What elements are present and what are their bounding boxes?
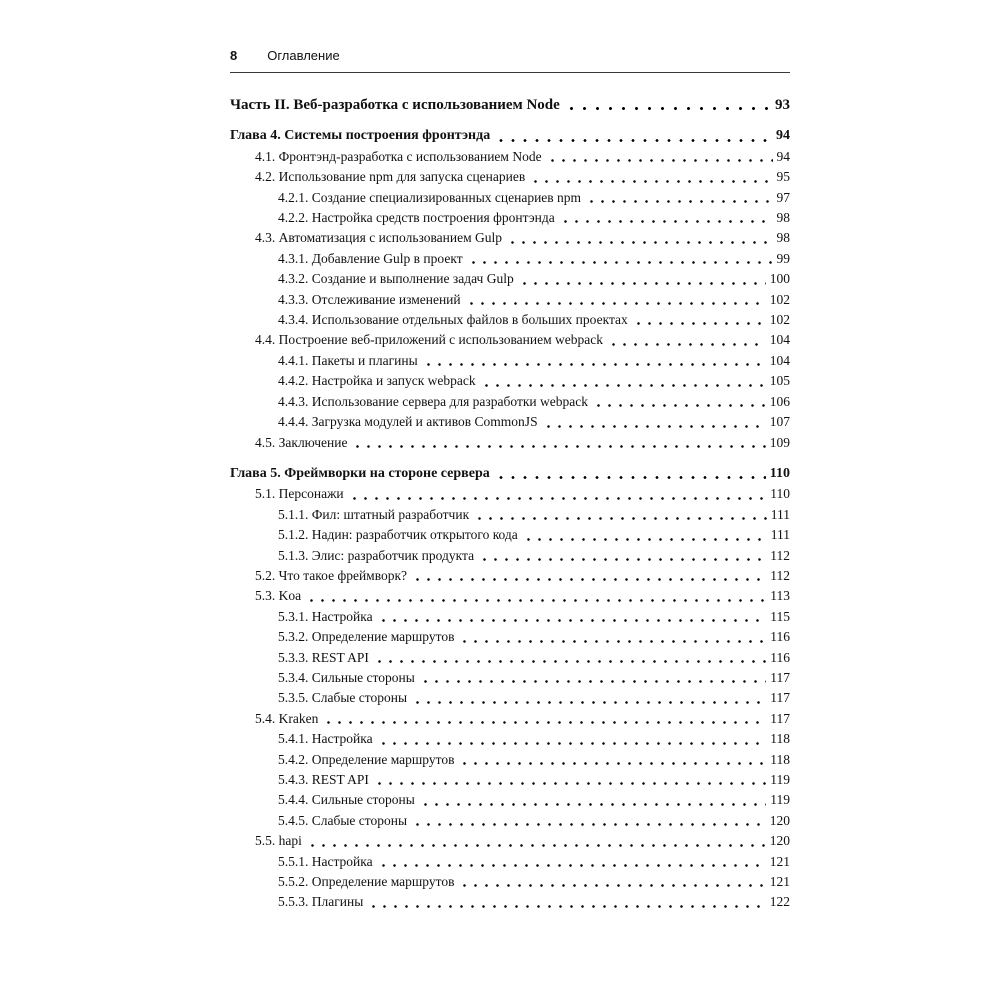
toc-entry-title: 5.4.4. Сильные стороны [278,792,415,808]
toc-entry [230,892,790,912]
dot-leader [495,138,772,143]
toc-entry [230,790,790,810]
toc-entry-title: 5.2. Что такое фреймворк? [255,567,408,583]
toc-entry [230,586,790,606]
toc-entry-page: 121 [769,874,790,890]
toc-entry-title: 4.4.4. Загрузка модулей и активов CommonJS [278,414,538,430]
toc-entry [230,351,790,371]
toc-entry [230,249,790,269]
toc-entry-title: 5.5.2. Определение маршрутов [278,874,455,890]
dot-leader [466,301,766,306]
toc-entry-page: 121 [769,853,790,869]
toc-entry [230,484,790,504]
dot-leader [349,496,767,501]
toc-entry-page: 110 [770,486,790,502]
toc-entry [230,770,790,790]
dot-leader [547,158,773,163]
dot-leader [479,557,766,562]
toc-entry-title: 4.3.3. Отслеживание изменений [278,291,461,307]
toc-entry [230,546,790,566]
toc-entry [230,167,790,187]
dot-leader [368,904,765,909]
toc-entry-title: 4.3.1. Добавление Gulp в проект [278,250,463,266]
toc-entry-title: 5.4.5. Слабые стороны [278,812,408,828]
toc-entry-title: 5.3.4. Сильные стороны [278,669,415,685]
toc-entry-title: 5.3.3. REST API [278,649,369,665]
toc-entry-title: Глава 4. Системы построения фронтэнда [230,128,491,144]
toc-entry-title: 5.3.1. Настройка [278,608,373,624]
page-number: 8 [230,48,238,63]
toc-entry-page: 117 [770,690,790,706]
toc-entry-page: 98 [776,230,790,246]
toc-entry-page: 118 [770,751,790,767]
toc-entry-title: 4.5. Заключение [255,434,348,450]
toc-entry [230,371,790,391]
toc-entry-title: 5.1. Персонажи [255,486,344,502]
dot-leader [543,424,766,429]
dot-leader [306,598,766,603]
toc-entry-page: 122 [769,894,790,910]
toc-entry-title: 5.1.2. Надин: разработчик открытого кода [278,527,518,543]
toc-entry-page: 116 [770,629,790,645]
dot-leader [378,741,767,746]
toc-entry [230,412,790,432]
dot-leader [468,260,773,265]
toc-entry-page: 104 [769,332,790,348]
toc-entry-page: 104 [769,352,790,368]
dot-leader [586,199,772,204]
toc-entry [230,290,790,310]
toc-entry-page: 116 [770,649,790,665]
toc-entry-title: 5.1.3. Элис: разработчик продукта [278,547,475,563]
dot-leader [593,403,766,408]
toc-entry-page: 102 [769,312,790,328]
toc-entry-page: 120 [769,812,790,828]
dot-leader [323,720,766,725]
dot-leader [608,342,766,347]
dot-leader [459,761,766,766]
dot-leader [633,321,766,326]
toc-entry-page: 106 [769,393,790,409]
toc-entry-title: 4.1. Фронтэнд-разработка с использованием Node [255,148,542,164]
toc-entry-page: 110 [769,465,790,481]
dot-leader [495,475,766,480]
toc-entry-page: 107 [769,414,790,430]
dot-leader [412,577,766,582]
toc-entry-title: Глава 5. Фреймворки на стороне сервера [230,465,490,481]
toc-entry-page: 111 [770,506,790,522]
toc-entry-page: 112 [770,547,790,563]
toc-entry-title: 5.4.1. Настройка [278,731,373,747]
toc-entry-page: 117 [770,669,790,685]
toc-entry-page: 94 [776,128,790,144]
toc-entry [230,310,790,330]
toc-entry-title: 5.4.3. REST API [278,772,369,787]
toc-entry [230,750,790,770]
toc-entry-title: 4.4.1. Пакеты и плагины [278,352,418,368]
toc-entry-title: 4.2.1. Создание специализированных сценариев npm [278,189,582,205]
toc-entry-title: 4.3.2. Создание и выполнение задач Gulp [278,271,514,287]
toc-entry-page: 119 [770,772,790,787]
dot-leader [374,659,766,664]
dot-leader [530,179,772,184]
dot-leader [374,781,766,786]
toc-entry [230,208,790,228]
toc-entry [230,330,790,350]
dot-leader [459,639,766,644]
toc-entry-title: 5.3.2. Определение маршрутов [278,629,455,645]
dot-leader [412,822,766,827]
book-page [230,48,790,913]
dot-leader [474,516,767,521]
toc-entry [230,392,790,412]
dot-leader [459,883,765,888]
toc-entry [230,188,790,208]
toc-entry [230,852,790,872]
running-header [230,48,790,73]
toc-entry-title: 4.3.4. Использование отдельных файлов в больших проектах [278,312,628,328]
toc-entry [230,228,790,248]
dot-leader [378,863,766,868]
toc-entry-page: 100 [769,271,790,287]
toc-entry-page: 118 [770,731,790,747]
toc-entry-page: 113 [770,588,790,604]
toc-entry [230,433,790,453]
toc-entry-title: 4.4.3. Использование сервера для разработки webpack [278,393,588,409]
toc-entry-title: 5.4. Kraken [255,710,319,726]
toc-entry [230,688,790,708]
toc-entry-title: 5.1.1. Фил: штатный разработчик [278,506,470,522]
toc-entry-page: 99 [776,250,790,266]
toc-entry-title: 5.5. hapi [255,833,302,849]
dot-leader [560,219,773,224]
toc-entry-page: 97 [776,189,790,205]
toc-entry-page: 94 [776,148,790,164]
toc-entry-page: 119 [770,792,790,808]
dot-leader [523,537,767,542]
toc-entry [230,505,790,525]
toc-entry-title: 5.5.1. Настройка [278,853,373,869]
toc-entry [230,147,790,167]
toc-entry-title: 5.5.3. Плагины [278,894,364,910]
toc-entry-page: 112 [770,567,790,583]
dot-leader [420,802,766,807]
toc-entry-page: 115 [770,608,790,624]
dot-leader [307,843,766,848]
toc-entry-page: 95 [776,169,790,185]
toc-entry [230,872,790,892]
toc-entry-title: 5.3. Koa [255,588,302,604]
toc-entry-page: 120 [769,833,790,849]
toc-entry [230,648,790,668]
toc-entry-page: 98 [776,210,790,226]
toc-entry-page: 93 [775,97,790,113]
toc-entry [230,269,790,289]
dot-leader [420,679,766,684]
dot-leader [507,240,772,245]
toc-entry-title: 5.4.2. Определение маршрутов [278,751,455,767]
dot-leader [352,444,765,449]
toc-entry-title: 4.2. Использование npm для запуска сценариев [255,169,526,185]
toc-entry-title: 4.4. Построение веб-приложений с использованием webpack [255,332,603,348]
dot-leader [481,383,766,388]
toc-entry [230,831,790,851]
toc-entry [230,95,790,115]
toc-entry-title: 4.4.2. Настройка и запуск webpack [278,373,476,389]
toc-entry [230,709,790,729]
toc-entry-title: Часть II. Веб-разработка с использованием Node [230,97,560,113]
toc-entry-page: 109 [769,434,790,450]
toc-entry [230,729,790,749]
toc-entry-page: 117 [770,710,790,726]
toc-entry [230,464,790,484]
toc-entry [230,668,790,688]
toc-entry [230,811,790,831]
running-head-title: Оглавление [267,48,340,63]
dot-leader [565,106,771,111]
dot-leader [519,281,766,286]
toc-entry [230,126,790,146]
toc-entry-title: 5.3.5. Слабые стороны [278,690,408,706]
toc-entry [230,566,790,586]
dot-leader [423,362,766,367]
table-of-contents [230,73,790,913]
toc-entry [230,627,790,647]
dot-leader [412,700,766,705]
toc-entry-page: 105 [769,373,790,389]
toc-entry-page: 102 [769,291,790,307]
toc-entry-title: 4.2.2. Настройка средств построения фронтэнда [278,210,555,226]
toc-entry-title: 4.3. Автоматизация с использованием Gulp [255,230,503,246]
toc-entry [230,525,790,545]
toc-entry [230,607,790,627]
toc-entry-page: 111 [770,527,790,543]
dot-leader [378,618,767,623]
